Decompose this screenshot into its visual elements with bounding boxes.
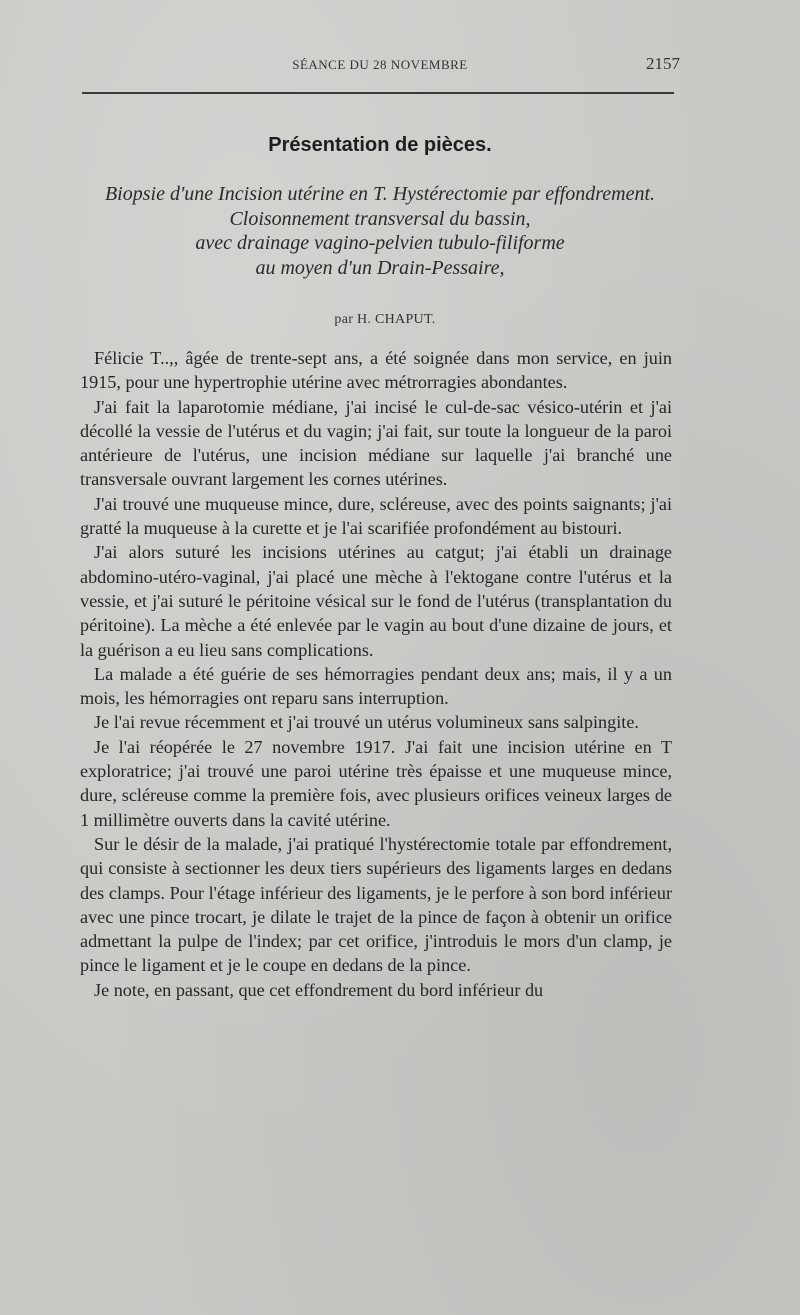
body-paragraph: Félicie T..,, âgée de trente-sept ans, a été soignée dans mon service, en juin 1915, pour une hypertrophie utérine avec métrorragies abondantes.	[80, 348, 672, 393]
body-paragraph: J'ai alors suturé les incisions utérines au catgut; j'ai établi un drainage abdomino-utéro-vaginal, j'ai placé une mèche à l'ektogane contre l'utérus et la vessie, et j'ai suturé le péritoine vésical sur le fond de l'utérus (transplantation du péritoine). La mèche a été enlevée par le vagin au bout d'une dizaine de jours, et la guérison a eu lieu sans complications.	[80, 542, 672, 660]
body-paragraph: Je l'ai revue récemment et j'ai trouvé un utérus volumineux sans salpingite.	[94, 712, 639, 733]
running-head	[80, 54, 680, 77]
article-body	[80, 346, 672, 1002]
section-title: Présentation de pièces.	[268, 134, 492, 156]
body-paragraph: J'ai fait la laparotomie médiane, j'ai incisé le cul-de-sac vésico-utérin et j'ai décollé la vessie de l'utérus et du vagin; j'ai fait, sur toute la longueur de la paroi antérieure de l'utérus, une incision médiane sur laquelle j'ai branché une transversale ouvrant largement les cornes utérines.	[80, 396, 672, 490]
body-paragraph: La malade a été guérie de ses hémorragies pendant deux ans; mais, il y a un mois, les hémorragies ont reparu sans interruption.	[80, 663, 672, 709]
header-rule	[82, 92, 674, 94]
page-number: 2157	[646, 54, 680, 73]
article-title-line: avec drainage vagino-pelvien tubulo-filiforme	[195, 232, 565, 254]
body-paragraph: Je l'ai réopérée le 27 novembre 1917. J'ai fait une incision utérine en T exploratrice; j'ai trouvé une paroi utérine très épaisse et une muqueuse mince, dure, scléreuse comme la première fois, avec plusieurs orifices veineux larges de 1 millimètre ouverts dans la cavité utérine.	[80, 736, 672, 830]
article-title	[70, 182, 690, 280]
body-paragraph: J'ai trouvé une muqueuse mince, dure, scléreuse, avec des points saignants; j'ai gratté la muqueuse à la curette et je l'ai scarifiée profondément au bistouri.	[80, 493, 672, 539]
article-title-line: Biopsie d'une Incision utérine en T. Hystérectomie par effondrement.	[104, 183, 656, 205]
body-paragraph: Je note, en passant, que cet effondrement du bord inférieur du	[94, 979, 544, 1000]
article-title-line: au moyen d'un Drain-Pessaire,	[255, 256, 505, 279]
body-paragraph: Sur le désir de la malade, j'ai pratiqué l'hystérectomie totale par effondrement, qui consiste à sectionner les deux tiers supérieurs des ligaments larges en dedans des clamps. Pour l'étage inférieur des ligaments, je le perfore à son bord inférieur avec une pince trocart, je dilate le trajet de la pince de façon à obtenir un orifice admettant la pulpe de l'index; par cet orifice, j'introduis le mors d'un clamp, je pince le ligament et je le coupe en dedans de la pince.	[80, 833, 672, 976]
article-title-line: Cloisonnement transversal du bassin,	[229, 207, 531, 230]
running-title: SÉANCE DU 28 NOVEMBRE	[292, 57, 468, 72]
author-line: par H. CHAPUT.	[334, 312, 436, 327]
